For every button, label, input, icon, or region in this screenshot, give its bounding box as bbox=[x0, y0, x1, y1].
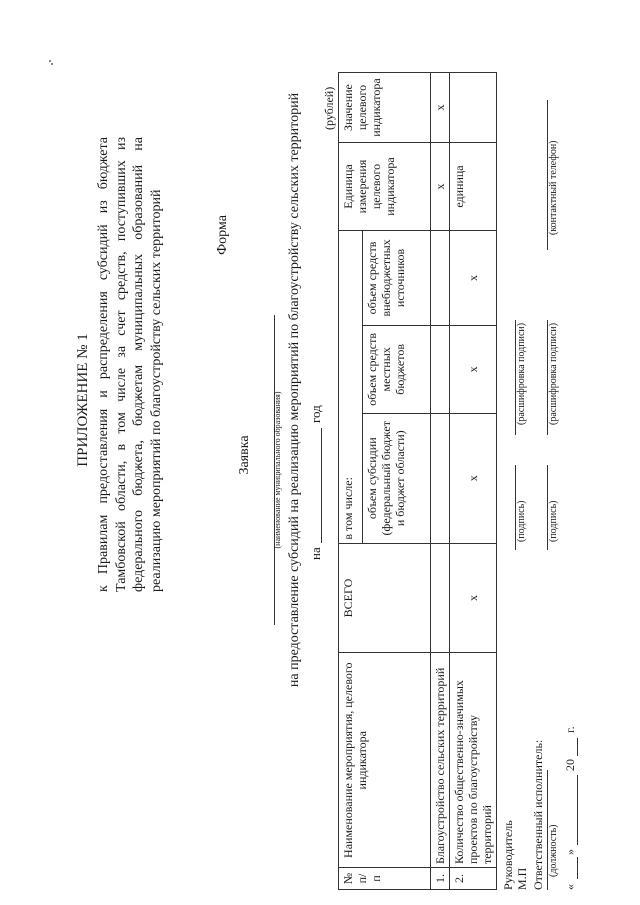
application-table bbox=[338, 72, 497, 890]
year-blank-line bbox=[321, 428, 322, 543]
header-name: Наименование мероприятия, целевого индикатора bbox=[339, 653, 431, 868]
row-value: х bbox=[431, 73, 450, 143]
row-number: 2. bbox=[450, 868, 497, 890]
row-offbudget bbox=[431, 230, 450, 325]
executor-signature-caption: (подпись) bbox=[548, 500, 559, 542]
scan-speck bbox=[49, 60, 51, 62]
head-signature-caption: (подпись) bbox=[516, 500, 527, 542]
header-unit: Единица измерения целевого индикатора bbox=[339, 143, 431, 231]
currency-note: (рублей) bbox=[322, 86, 336, 130]
date-day-line bbox=[577, 857, 578, 879]
rotated-document-page bbox=[15, 30, 625, 905]
row-subsidy: х bbox=[450, 413, 497, 543]
head-label: Руководитель bbox=[501, 820, 515, 890]
row-unit: х bbox=[431, 143, 450, 231]
purpose-line: на предоставление субсидий на реализацию мероприятий по благоустройству сельских территорий bbox=[287, 92, 302, 688]
row-total: х bbox=[450, 543, 497, 653]
head-decode-caption: (расшифровка подписи) bbox=[516, 322, 527, 425]
header-total: ВСЕГО bbox=[339, 543, 431, 653]
date-year-line bbox=[577, 738, 578, 756]
date-year-prefix: 20 bbox=[563, 759, 577, 771]
table-row bbox=[431, 73, 450, 890]
header-local: объем средств местных бюджетов bbox=[363, 325, 431, 413]
header-number: № п/п bbox=[339, 868, 431, 890]
row-subsidy bbox=[431, 413, 450, 543]
date-month-line bbox=[577, 775, 578, 845]
municipality-caption: (наименование муниципального образования) bbox=[273, 391, 282, 549]
position-caption: (должность) bbox=[548, 824, 559, 877]
phone-caption: (контактный телефон) bbox=[548, 140, 559, 235]
table-row bbox=[450, 73, 497, 890]
rules-reference-text: к Правилам предоставления и распределения субсидий из бюджета Тамбовской области, в том числе за счет средств, поступивших из федерального бюджета, бюджетам муниципальных образований на реализацию мероприятий по благоустройству сельских территорий bbox=[96, 137, 164, 592]
header-subsidy: объем субсидии (федеральный бюджет и бюджет области) bbox=[363, 413, 431, 543]
appendix-heading: ПРИЛОЖЕНИЕ № 1 bbox=[75, 333, 91, 467]
row-total bbox=[431, 543, 450, 653]
date-open-quote: « bbox=[563, 884, 577, 890]
executor-label: Ответственный исполнитель: bbox=[531, 739, 545, 890]
row-local: х bbox=[450, 325, 497, 413]
request-title: Заявка bbox=[237, 435, 252, 475]
header-offbudget: объем средств внебюджетных источников bbox=[363, 230, 431, 325]
row-name: Количество общественно-значимых проектов по благоустройству территорий bbox=[450, 653, 497, 868]
row-number: 1. bbox=[431, 868, 450, 890]
year-prefix: на bbox=[308, 547, 323, 560]
form-label: Форма bbox=[215, 215, 230, 255]
header-value: Значение целевого индикатора bbox=[339, 73, 431, 143]
row-local bbox=[431, 325, 450, 413]
executor-decode-caption: (расшифровка подписи) bbox=[548, 322, 559, 425]
date-suffix: г. bbox=[563, 726, 577, 733]
row-unit: единица bbox=[450, 143, 497, 231]
date-close-quote: » bbox=[563, 849, 577, 855]
row-value bbox=[450, 73, 497, 143]
row-offbudget: х bbox=[450, 230, 497, 325]
year-suffix: год bbox=[308, 405, 323, 423]
row-name: Благоустройство сельских территорий bbox=[431, 653, 450, 868]
mp-label: М.П bbox=[515, 867, 529, 890]
scan-speck bbox=[51, 63, 53, 65]
header-including: в том числе: bbox=[339, 230, 363, 543]
